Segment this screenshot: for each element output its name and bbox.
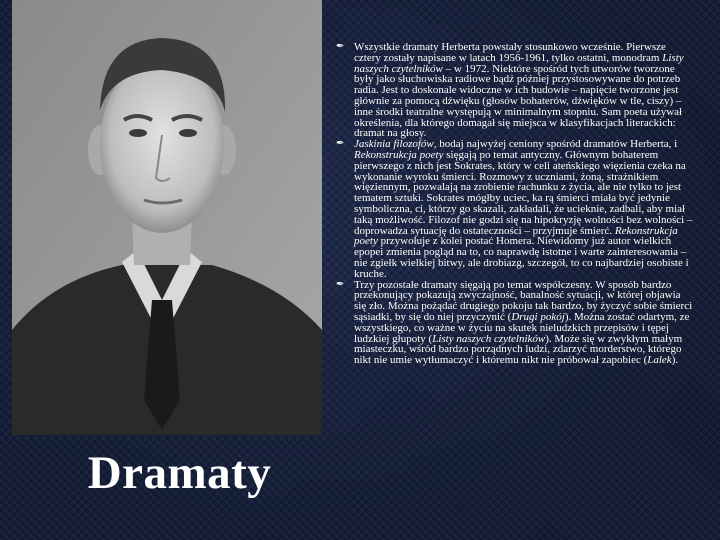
bullet-text-italic: Rekonstrukcja poety xyxy=(354,148,444,161)
portrait-image xyxy=(12,0,322,435)
portrait-photo xyxy=(12,0,322,435)
slide-content xyxy=(336,42,694,366)
bullet-text: – w 1972. Niektóre spośród tych utworów tworzone były jako słuchowiska radiowe bądź później przystosowywane do potrzeb radia. Jest to doskonale widoczne w ich budowie – napięcie tworzone jest głównie za pomocą dźwięku (głosów bohaterów, dźwięków w tle, ciszy) – inne środki teatralne występują w minimalnym stopniu. Sam poeta używał określenia, dla którego domagał się miejsca w klasyfikacjach literackich: dramat na głosy. xyxy=(354,62,683,140)
bullet-text-italic: Rekonstrukcja poety xyxy=(354,224,678,248)
bullet-text: Trzy pozostałe dramaty sięgają po temat współczesny. W sposób bardzo przekonujący pokazują zwyczajność, banalność sytuacji, w której objawia się zło. Można pożądać drugiego pokoju tak bardzo, by życzyć sobie śmierci sąsiadki, by się do niej przyczynić ( xyxy=(354,278,693,323)
slide-title: Dramaty xyxy=(87,447,272,499)
bullet-paragraph xyxy=(336,139,694,279)
bullet-text: Wszystkie dramaty Herberta powstały stosunkowo wcześnie. Pierwsze cztery zostały napisane w latach 1956-1961, tylko ostatni, monodram xyxy=(354,41,666,64)
bullet-icon: ✒ xyxy=(336,278,345,290)
bullet-text: sięgają po temat antyczny. Głównym bohaterem pierwszego z nich jest Sokrates, który w celi ateńskiego więzienia czeka na wykonanie wyroku śmierci. Rozmowy z uczniami, żoną, strażnikiem więziennym, pozwalają na zrobienie rachunku z życia, ale nie tylko to jest tematem sztuki. Sokrates mógłby uciec, ka rą śmierci miała być jedynie symboliczna, ci, którzy go skazali, zakładali, że ucieknie, zadbali, aby miał taką możliwość. Filozof nie godzi się na hipokryzję wolności bez wolności – doprowadza sytuację do ostateczności – przyjmuje śmierć. xyxy=(354,148,693,237)
bullet-text: ). Można zostać odartym, ze wszystkiego, co ważne w życiu na skutek nieludzkich przepisów i tępej ludzkiej głupoty ( xyxy=(354,310,690,345)
bullet-text-italic: Listy naszych czytelników xyxy=(432,332,546,345)
bullet-icon: ✒ xyxy=(336,138,345,150)
bullet-icon: ✒ xyxy=(336,41,345,52)
bullet-text: przywołuje z kolei postać Homera. Niewidomy już autor wielkich epopei zmienia pogląd na to, co naprawdę istotne i warte zainteresowania – nie zgiełk wielkiej bitwy, ale drobiazg, szczegół, to co najbardziej osobiste i kruche. xyxy=(354,235,689,280)
bullet-text-italic: Jaskinia filozofów xyxy=(354,138,434,151)
bullet-text: ). xyxy=(671,354,679,367)
bullet-text-italic: Lalek xyxy=(647,354,672,367)
bullet-paragraph xyxy=(336,42,694,139)
bullet-text: , bodaj najwyżej ceniony spośród dramatów Herberta, i xyxy=(433,138,678,151)
bullet-paragraph xyxy=(336,280,694,366)
bullet-text-italic: Drugi pokój xyxy=(511,310,565,323)
bullet-text: ). Może się w zwykłym małym miasteczku, wśród bardzo porządnych ludzi, zdarzyć morderstwo, którego nikt nie umie wytłumaczyć i któremu nikt nie próbował zapobiec ( xyxy=(354,332,683,367)
bullet-text-italic: Listy naszych czytelników xyxy=(354,51,684,75)
